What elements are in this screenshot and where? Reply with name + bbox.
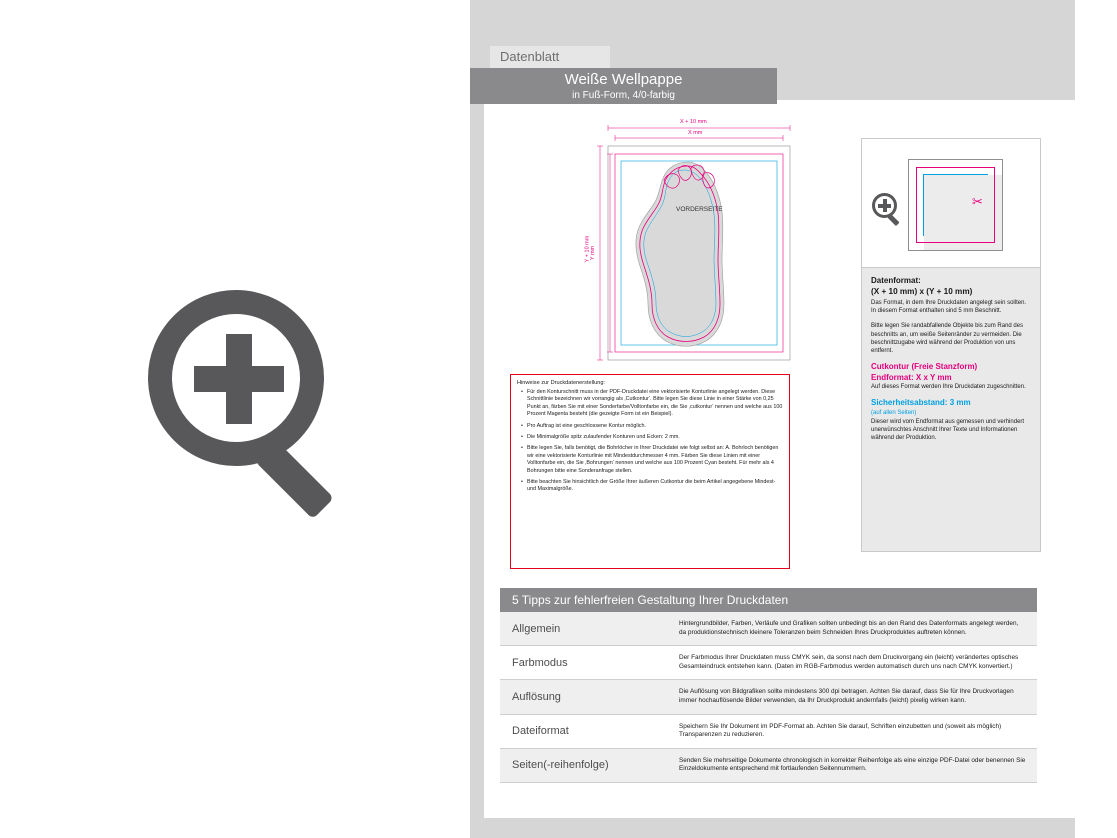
format-info-text <box>862 268 1040 551</box>
hint-item: • Die Minimalgröße spitz zulaufender Konturen und Ecken: 2 mm. <box>523 434 783 441</box>
hint-item: • Bitte legen Sie, falls benötigt, die Bohrlöcher in Ihrer Druckdatei wie folgt selbst an: A. Bohrloch benötigen wir eine vektorisierte Konturlinie mit Mindestdurchmesser 4 mm. Färben Sie diese Linien mit einer Volltonfarbe ein, die Sie ‚Bohrungen‘ nennen und welche aus 100 Prozent Cyan besteht. Für mehr als 4 Bohrungen bitte eine Sonderanfrage stellen. <box>523 445 783 475</box>
format-info-panel <box>861 138 1041 552</box>
sheet-bottom-band <box>470 818 1075 838</box>
preview-pane <box>0 0 470 838</box>
sheet-left-band <box>470 0 484 838</box>
end-format-text: Auf dieses Format werden Ihre Druckdaten zugeschnitten. <box>871 384 1026 391</box>
tip-text: Senden Sie mehrseitige Dokumente chronologisch in korrekter Reihenfolge als eine einzige PDF-Datei oder benennen Sie Einzeldokumente entsprechend mit fortlaufenden Seitennummern. <box>679 756 1026 773</box>
safety-margin-text: Dieser wird vom Endformat aus gemessen und verhindert unerwünschtes Anschnitt Ihrer Texte und Informationen während der Produktion. <box>871 418 1025 442</box>
data-format-value: (X + 10 mm) x (Y + 10 mm) <box>871 287 973 296</box>
tip-text: Speichern Sie Ihr Dokument im PDF-Format ab. Achten Sie darauf, Schriften einzubetten und (soweit als möglich) Transparenzen zu reduzieren. <box>679 722 1002 739</box>
page-subtitle: in Fuß-Form, 4/0-farbig <box>572 90 675 101</box>
table-row <box>500 646 1037 680</box>
table-row <box>500 748 1037 782</box>
foot-drawing-svg <box>590 118 825 378</box>
magnifier-zoom-in-icon-small <box>872 193 902 225</box>
mini-plus-horizontal <box>878 204 891 208</box>
data-format-note: Bitte legen Sie randabfallende Objekte bis zum Rand des beschnitts an, um weiße Seitenränder zu vermeiden. Die beschnittzugabe wird während der Produktion von uns entfernt. <box>871 323 1024 355</box>
foot-shape-drawing <box>584 118 825 378</box>
magnifier-zoom-in-icon[interactable] <box>148 290 358 520</box>
hint-item: • Pro Auftrag ist eine geschlossene Kontur möglich. <box>523 423 783 430</box>
tip-text: Die Auflösung von Bildgrafiken sollte mindestens 300 dpi betragen. Achten Sie darauf, dass Sie für Ihre Druckvorlagen immer hochauflösende Bilder verwenden, da Ihr Druckprodukt andernfalls (leicht) pixelig wirken kann. <box>679 688 1014 704</box>
tip-text: Der Farbmodus Ihrer Druckdaten muss CMYK sein, da sonst nach dem Druckvorgang ein (leicht) verändertes optisches Gesamteindruck entstehen kann. (Daten im RGB-Farbmodus werden automatisch durch uns nach CMYK konvertiert.) <box>679 654 1019 670</box>
tips-header: 5 Tipps zur fehlerfreien Gestaltung Ihrer Druckdaten <box>500 588 1037 612</box>
safety-margin-title: Sicherheitsabstand: 3 mm <box>871 398 971 408</box>
tip-label: Dateiformat <box>512 725 569 738</box>
format-diagram <box>862 139 1040 268</box>
table-row <box>500 714 1037 748</box>
data-format-title: Datenformat: <box>871 276 921 285</box>
hints-list <box>517 389 783 494</box>
tip-label: Auflösung <box>512 690 561 703</box>
dim-top-inner-label: X mm <box>688 130 703 136</box>
datasheet-tab[interactable]: Datenblatt <box>490 46 610 68</box>
end-format-title: Endformat: X x Y mm <box>871 372 952 382</box>
tip-label: Seiten(-reihenfolge) <box>512 759 609 772</box>
front-side-label: VORDERSEITE <box>676 206 723 213</box>
dim-left-outer-label: Y + 10 mm <box>584 235 591 263</box>
page-title: Weiße Wellpappe <box>564 71 683 88</box>
magnifier-plus-horizontal <box>194 366 284 392</box>
table-row <box>500 612 1037 646</box>
hints-title: Hinweise zur Druckdatenerstellung: <box>517 380 605 386</box>
document-sheet <box>470 0 1075 838</box>
tip-text: Hintergrundbilder, Farben, Verläufe und Grafiken sollten unbedingt bis an den Rand des Datenformats angelegt werden, da produktionstechnisch kleinere Toleranzen beim Schneiden Ihres Druckproduktes auftreten können. <box>679 620 1019 636</box>
document-title-bar <box>470 68 777 104</box>
table-row <box>500 680 1037 714</box>
scissors-icon: ✂ <box>972 194 983 209</box>
hint-item: • Bitte beachten Sie hinsichtlich der Größe Ihrer äußeren Cutkontur die beim Artikel angegebene Mindest- und Maximalgröße. <box>523 479 783 494</box>
format-frame-sample <box>908 159 1003 251</box>
dim-left-inner-label: Y mm <box>590 245 597 261</box>
dim-top-outer-label: X + 10 mm <box>680 119 707 125</box>
cut-contour-title: Cutkontur (Freie Stanzform) <box>871 362 978 372</box>
tips-table <box>500 612 1037 783</box>
data-format-text: Das Format, in dem Ihre Druckdaten angelegt sein sollten. In diesem Format enthalten sind 5 mm Beschnitt. <box>871 300 1027 315</box>
tips-section <box>500 588 1037 783</box>
hint-item: • Für den Konturschnitt muss in der PDF-Druckdatei eine vektorisierte Konturlinie angelegt werden. Diese Schnittlinie bezeichnen wir vorrangig als ‚Cutkontur‘. Bitte legen Sie diese Linie in einer Stärke von 0,25 Punkt an, färben Sie mit einer Sonderfarbe/Volltonfarbe ein, die Sie ‚cutkontur‘ nennen und welche aus 100 Prozent Magenta besteht (die gezeigte Form ist ein Beispiel). <box>523 389 783 419</box>
tip-label: Farbmodus <box>512 656 568 669</box>
tip-label: Allgemein <box>512 622 561 635</box>
print-data-hints-box <box>510 374 790 569</box>
safety-margin-subtitle: (auf allen Seiten) <box>871 409 917 416</box>
